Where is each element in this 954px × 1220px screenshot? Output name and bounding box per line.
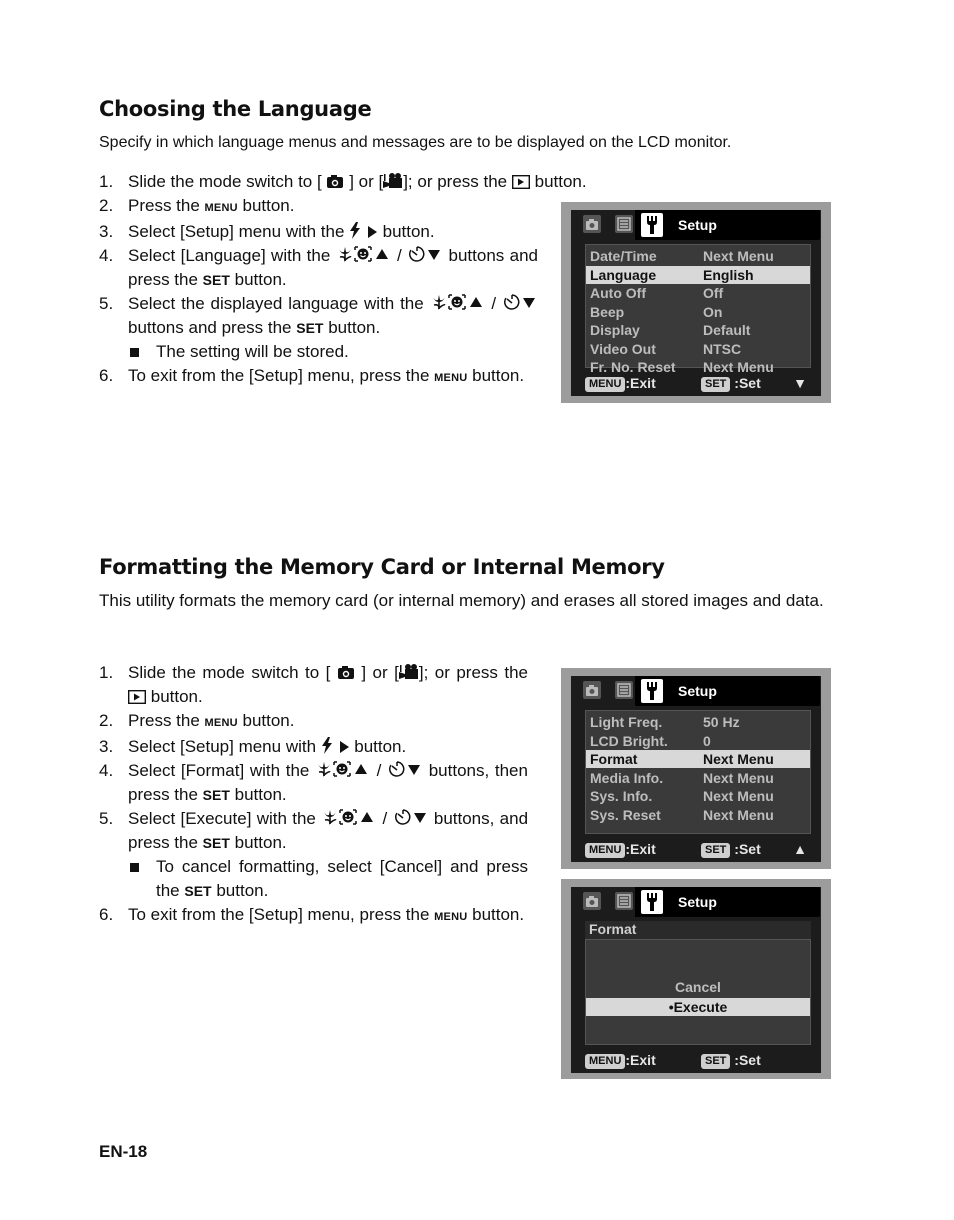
row-value: Next Menu <box>703 788 774 804</box>
step-4 <box>99 244 538 292</box>
step-number: 6. <box>99 366 114 385</box>
self-timer-down-icon <box>393 808 429 826</box>
format-title-text: Format <box>589 921 637 937</box>
row-value: Next Menu <box>703 248 774 264</box>
step-number: 5. <box>99 294 114 313</box>
row-value: Default <box>703 322 751 338</box>
section-title-language: Choosing the Language <box>99 97 372 121</box>
row-value: Next Menu <box>703 359 774 375</box>
step-text: button. <box>234 785 287 804</box>
lcd-screen-format-menu <box>561 668 831 869</box>
lcd-menu-list <box>585 710 811 834</box>
step-3 <box>99 735 528 759</box>
step-text: button. <box>242 711 295 730</box>
wrench-icon <box>641 213 663 237</box>
setup-title: Setup <box>668 210 820 240</box>
row-value: NTSC <box>703 341 742 357</box>
step-text: Select [Language] with the <box>128 246 331 265</box>
lcd-inner <box>571 676 821 862</box>
steps-language <box>99 170 587 390</box>
step-text: Press the <box>128 196 200 215</box>
step-text: button. <box>234 833 287 852</box>
set-button-label: SET <box>202 835 230 851</box>
lcd-footer <box>585 372 811 394</box>
row-key: Display <box>590 322 640 338</box>
row-value: Next Menu <box>703 770 774 786</box>
macro-face-up-icon <box>315 760 371 778</box>
format-title <box>585 921 811 939</box>
menu-row-language[interactable] <box>586 266 810 284</box>
bullet-square-icon <box>130 348 139 357</box>
row-value: 50 Hz <box>703 714 740 730</box>
camera-tab-icon <box>581 890 603 912</box>
note-text: To cancel formatting, select [Cancel] and press the <box>156 857 528 900</box>
macro-face-up-icon <box>430 293 486 311</box>
step-number: 2. <box>99 711 114 730</box>
set-text: :Set <box>734 1052 761 1068</box>
step-text: ]; or press the <box>403 172 508 191</box>
camera-tab-icon <box>581 213 603 235</box>
row-value: On <box>703 304 723 320</box>
section-title-format: Formatting the Memory Card or Internal Memory <box>99 555 665 579</box>
step-note <box>128 855 528 903</box>
menu-row-display[interactable] <box>586 321 810 339</box>
step-number: 2. <box>99 196 114 215</box>
lcd-footer <box>585 1049 811 1071</box>
step-text: / <box>491 294 497 313</box>
camera-icon <box>326 174 344 189</box>
lcd-screen-language <box>561 202 831 403</box>
row-key: Auto Off <box>590 285 646 301</box>
row-key: Sys. Info. <box>590 788 653 804</box>
step-text: button. <box>472 366 525 385</box>
step-text: button. <box>472 905 525 924</box>
step-text: Slide the mode switch to [ <box>128 663 331 682</box>
step-number: 1. <box>99 663 114 682</box>
steps-format <box>99 661 528 929</box>
menu-list-tab-icon <box>613 213 635 235</box>
macro-face-up-icon <box>336 245 392 263</box>
step-text: buttons and press the <box>128 318 292 337</box>
bullet-square-icon <box>130 863 139 872</box>
step-text: buttons and press the <box>128 246 539 289</box>
menu-row-date-time[interactable] <box>586 247 810 265</box>
row-value: 0 <box>703 733 711 749</box>
step-text: ] or [ <box>361 663 399 682</box>
row-key: Beep <box>590 304 625 320</box>
step-1 <box>99 170 648 194</box>
menu-row-media-info[interactable] <box>586 769 810 787</box>
setup-tab <box>635 210 669 240</box>
video-icon <box>383 172 403 189</box>
step-6 <box>99 903 528 929</box>
scroll-up-icon: ▲ <box>793 841 807 857</box>
row-value: Off <box>703 285 724 301</box>
step-text: button. <box>234 270 287 289</box>
set-text: :Set <box>734 375 761 391</box>
play-icon <box>128 690 146 704</box>
row-key: Light Freq. <box>590 714 663 730</box>
menu-button-label: MENU <box>434 372 468 384</box>
self-timer-down-icon <box>407 245 443 263</box>
step-note <box>128 340 538 364</box>
step-text: button. <box>242 196 295 215</box>
step-text: Press the <box>128 711 200 730</box>
step-3 <box>99 220 538 244</box>
set-pill: SET <box>701 377 730 392</box>
step-text: To exit from the [Setup] menu, press the <box>128 366 430 385</box>
menu-pill: MENU <box>585 1054 625 1069</box>
step-text: ] or [ <box>349 172 384 191</box>
row-key: Fr. No. Reset <box>590 359 676 375</box>
step-text: Select the displayed language with the <box>128 294 424 313</box>
row-value: Next Menu <box>703 807 774 823</box>
menu-row-auto-off[interactable] <box>586 284 810 302</box>
step-text: buttons, then press the <box>128 761 528 804</box>
menu-row-light-freq[interactable] <box>586 713 810 731</box>
page-number: EN-18 <box>99 1142 148 1161</box>
setup-title: Setup <box>668 887 820 917</box>
step-text: button. <box>534 172 587 191</box>
row-key: Language <box>590 267 657 283</box>
set-pill: SET <box>701 1054 730 1069</box>
set-pill: SET <box>701 843 730 858</box>
row-key: Date/Time <box>590 248 657 264</box>
step-number: 4. <box>99 246 114 265</box>
macro-face-up-icon <box>321 808 377 826</box>
menu-row-video-out[interactable] <box>586 340 810 358</box>
exit-text: :Exit <box>625 1052 656 1068</box>
menu-row-beep[interactable] <box>586 303 810 321</box>
step-text: button. <box>150 687 203 706</box>
play-icon <box>512 175 530 189</box>
menu-list-tab-icon <box>613 679 635 701</box>
menu-row-sys-info[interactable] <box>586 787 810 805</box>
step-text: Select [Setup] menu with the <box>128 222 345 241</box>
step-number: 3. <box>99 737 114 756</box>
row-value: English <box>703 267 754 283</box>
menu-button-label: MENU <box>434 911 468 923</box>
lcd-tabs <box>571 676 821 706</box>
section-intro-language: Specify in which language menus and messages are to be displayed on the LCD monitor. <box>99 134 732 151</box>
step-5 <box>99 807 528 903</box>
menu-row-lcd-bright[interactable] <box>586 732 810 750</box>
step-number: 3. <box>99 222 114 241</box>
row-key: LCD Bright. <box>590 733 668 749</box>
step-text: Select [Setup] menu with <box>128 737 317 756</box>
right-arrow-icon <box>338 740 350 754</box>
menu-row-format[interactable] <box>586 750 810 768</box>
menu-button-label: MENU <box>204 202 238 214</box>
note-text: button. <box>216 881 269 900</box>
step-2 <box>99 194 538 220</box>
step-number: 1. <box>99 172 114 191</box>
step-number: 5. <box>99 809 114 828</box>
step-text: button. <box>328 318 381 337</box>
exit-text: :Exit <box>625 841 656 857</box>
step-text: / <box>376 761 382 780</box>
step-4 <box>99 759 528 807</box>
set-button-label: SET <box>202 787 230 803</box>
step-2 <box>99 709 528 735</box>
lcd-footer <box>585 838 811 860</box>
set-button-label: SET <box>296 320 324 336</box>
lcd-screen-format-confirm <box>561 879 831 1079</box>
option-execute[interactable]: •Execute <box>586 998 810 1016</box>
lcd-inner <box>571 887 821 1073</box>
right-arrow-icon <box>366 225 378 239</box>
step-1 <box>99 661 528 709</box>
self-timer-down-icon <box>387 760 423 778</box>
step-text: Select [Execute] with the <box>128 809 316 828</box>
note-text: The setting will be stored. <box>156 342 349 361</box>
step-text: Select [Format] with the <box>128 761 310 780</box>
menu-row-fr-no-reset[interactable] <box>586 358 810 375</box>
set-text: :Set <box>734 841 761 857</box>
step-text: / <box>397 246 402 265</box>
option-cancel[interactable]: Cancel <box>675 979 721 995</box>
step-text: ]; or press the <box>418 663 528 682</box>
step-text: Slide the mode switch to [ <box>128 172 322 191</box>
setup-tab <box>635 676 669 706</box>
exit-text: :Exit <box>625 375 656 391</box>
step-text: To exit from the [Setup] menu, press the <box>128 905 430 924</box>
camera-icon <box>337 665 355 680</box>
row-value: Next Menu <box>703 751 774 767</box>
menu-list-tab-icon <box>613 890 635 912</box>
row-key: Video Out <box>590 341 656 357</box>
step-text: button. <box>382 222 435 241</box>
step-text: buttons, and press the <box>128 809 529 852</box>
row-key: Sys. Reset <box>590 807 661 823</box>
flash-icon <box>349 222 361 239</box>
menu-pill: MENU <box>585 377 625 392</box>
camera-tab-icon <box>581 679 603 701</box>
wrench-icon <box>641 890 663 914</box>
step-text: button. <box>354 737 407 756</box>
step-text: / <box>382 809 388 828</box>
step-6 <box>99 364 538 390</box>
section-intro-format: This utility formats the memory card (or internal memory) and erases all stored images and data. <box>99 591 824 610</box>
step-number: 4. <box>99 761 114 780</box>
menu-button-label: MENU <box>204 717 238 729</box>
self-timer-down-icon <box>502 293 538 311</box>
row-key: Format <box>590 751 638 767</box>
lcd-tabs <box>571 210 821 240</box>
menu-row-sys-reset[interactable] <box>586 806 810 824</box>
step-number: 6. <box>99 905 114 924</box>
set-button-label: SET <box>184 883 212 899</box>
row-key: Media Info. <box>590 770 664 786</box>
format-options <box>585 939 811 1045</box>
flash-icon <box>321 737 333 754</box>
setup-tab <box>635 887 669 917</box>
setup-title: Setup <box>668 676 820 706</box>
step-5 <box>99 292 538 364</box>
lcd-tabs <box>571 887 821 917</box>
set-button-label: SET <box>202 272 230 288</box>
wrench-icon <box>641 679 663 703</box>
menu-pill: MENU <box>585 843 625 858</box>
video-icon <box>399 663 419 680</box>
lcd-inner <box>571 210 821 396</box>
lcd-menu-list <box>585 244 811 375</box>
scroll-down-icon: ▼ <box>793 375 807 391</box>
